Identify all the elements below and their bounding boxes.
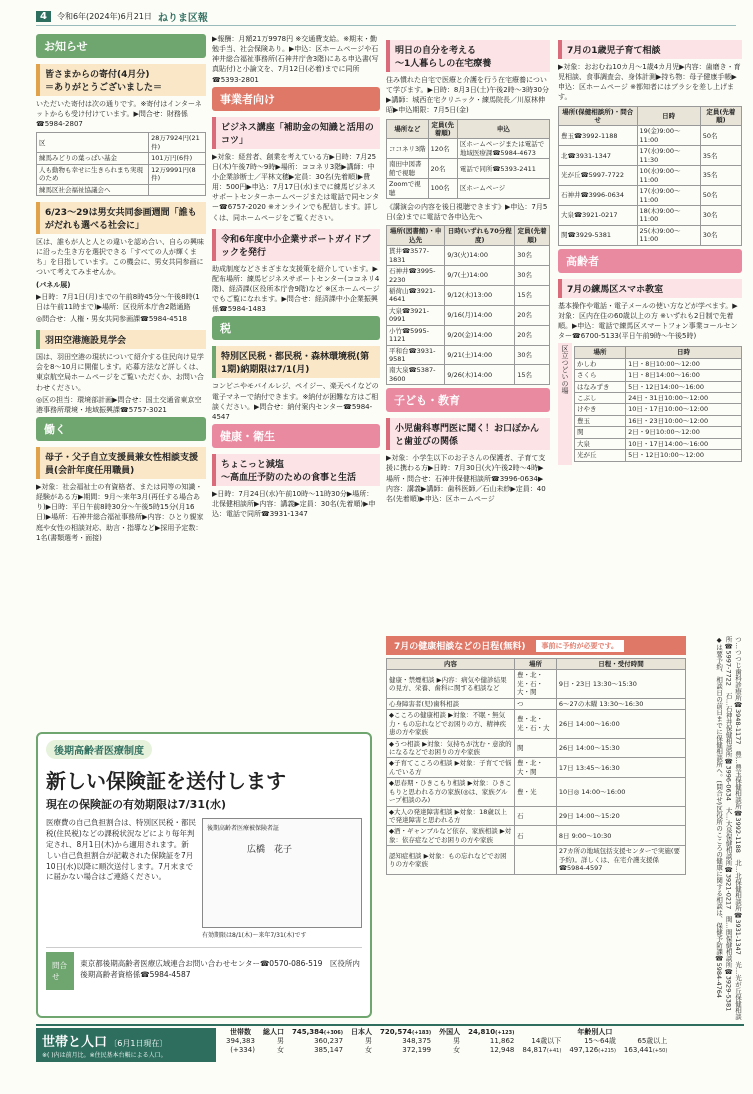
table-header-cell: 場所など	[387, 119, 429, 139]
table-cell: 10日・17日10:00〜12:00	[626, 404, 742, 415]
table-cell: 石	[515, 806, 557, 826]
table-cell: 6〜27の木曜 13:30〜16:30	[556, 698, 685, 709]
table-cell: さくら	[575, 370, 626, 381]
table-cell: 豊・北・大・関	[515, 758, 557, 778]
table-row	[387, 698, 686, 709]
table-header-cell: 内容	[387, 659, 515, 670]
table-cell: 豊・北・光・石・大	[515, 710, 557, 738]
column-2	[212, 34, 380, 521]
table-cell: 関☎3929-5381	[559, 225, 638, 245]
table-cell: 20名	[428, 159, 457, 179]
table-cell: 26日 14:00〜16:00	[556, 710, 685, 738]
total-label: 総人口	[262, 1028, 284, 1036]
population-date: 〔6月1日現在〕	[109, 1039, 168, 1048]
article-body: ▶対象：おおむね10カ月〜1歳4カ月児▶内容：歯磨き・育児相談、食事調査会、身体計測▶持ち物：母子健康手帳▶申込：区ホームページ ※都知者にはブラシを差し上げます。	[558, 63, 741, 102]
table-cell: 南田中図書館で視聴	[387, 159, 429, 179]
table-cell: 関	[515, 738, 557, 758]
article-title-airport-tour: 羽田空港施設見学会	[36, 330, 206, 349]
table-cell: 17(水)9:00〜11:00	[637, 186, 700, 206]
table-cell: 100名	[428, 179, 457, 199]
age-group-1: 14歳以下	[531, 1037, 562, 1046]
total-value: 745,384	[291, 1028, 324, 1036]
table-cell: 区ホームページまたは電話で地域医療課☎5984-4673	[457, 139, 549, 159]
location-key: つ…つつじ歯科診療所☎3948-1177 豊…豊玉保健相談所☎3992-1188 北…北保健相談所☎3931-1347 光…光が丘保健相談所☎5997-7722 石…石神井保健相談所☎3996-0634 大…大泉保健相談所☎3921-0217 関…関保健相談所☎3929-5381 ◆は要予約、相談日の前日までに保健相談所へ。(問合せ)区役所のこころの健康に関する相談は、保健予防課☎5984-4764	[715, 636, 742, 1020]
total-delta: (+306)	[323, 1030, 344, 1036]
health-schedule	[386, 636, 686, 1022]
table-header-cell: 日時	[626, 347, 742, 358]
table-cell: 30名	[515, 266, 550, 286]
table-cell: 小竹☎5995-1121	[387, 325, 445, 345]
article-title-business-seminar: ビジネス講座「補助金の知識と活用のコツ」	[212, 117, 380, 149]
table-row	[387, 846, 686, 874]
table-cell: けやき	[575, 404, 626, 415]
article-body: ▶日時：7月1日(月)までの午前8時45分〜午後8時(1日は午前11時まで)▶場所：区役所本庁舎2階通路	[36, 292, 200, 311]
insurance-subhead: 現在の保険証の有効期限は7/31(水)	[46, 798, 227, 811]
table-row	[37, 164, 206, 184]
table-row	[575, 370, 742, 381]
table-row	[559, 126, 742, 146]
insurance-body: 医療費の自己負担割合は、特別区民税・都民税(住民税)などの課税状況などにより毎年判定され、8月1日(木)から適用されます。新しい自己負担割合が記載された保険証を7月10日(水)以降に順次送付します。7月末までに届かない場合はご連絡ください。	[46, 818, 196, 882]
table-cell: 区ホームページ	[457, 179, 549, 199]
table-header-cell: 場所	[575, 347, 626, 358]
table-cell: 関	[575, 427, 626, 438]
table-cell: 大泉☎3921-0217	[559, 205, 638, 225]
card-caption: 有効期限は8/1(木)〜来年7/31(木)です	[202, 932, 307, 939]
column-1	[36, 34, 206, 545]
table-cell: 28万7924円(21件)	[149, 133, 206, 153]
table-cell: 9/3(火)14:00	[445, 246, 515, 266]
article-body: ◎問合せ：人権・男女共同参画課☎5984-4518	[36, 315, 187, 324]
side-label: 区立つどいの場	[558, 343, 572, 464]
article-body: コンビニやモバイルレジ、ペイジー、楽天ペイなどの電子マネーで納付できます。※納付が困難な方はご相談ください。▶問合せ：納付案内センター☎5984-4547	[212, 382, 379, 421]
table-cell: 9/7(土)14:00	[445, 266, 515, 286]
article-body: 《講演会の内容を後日視聴できます》▶申込：7月5日(金)までに電話で各申込先へ	[386, 203, 548, 222]
age-label: 年齢別人口	[577, 1028, 613, 1036]
table-row	[575, 393, 742, 404]
table-cell: 8日 9:00〜10:30	[556, 826, 685, 846]
table-cell: かしわ	[575, 358, 626, 369]
table-cell: 17日 13:45〜16:30	[556, 758, 685, 778]
age-delta-3: (+50)	[652, 1048, 668, 1055]
table-cell: 平和台☎3931-9581	[387, 345, 445, 365]
foreign-value: 24,810	[468, 1028, 496, 1036]
table-row	[387, 806, 686, 826]
donation-table	[36, 132, 206, 196]
table-cell: 10日・17日14:00〜16:00	[626, 438, 742, 449]
table-header-cell: 定員(先着順)	[700, 106, 741, 126]
table-cell: 101万円(6件)	[149, 153, 206, 164]
table-cell: 20名	[515, 325, 550, 345]
table-cell: 南大泉☎5387-3600	[387, 365, 445, 385]
table-cell: 2日・9日10:00〜12:00	[626, 427, 742, 438]
population-title-box	[36, 1028, 216, 1062]
table-header-cell: 日時(いずれも70分程度)	[445, 226, 515, 246]
table-row	[575, 427, 742, 438]
table-cell: 9/26(木)14:00	[445, 365, 515, 385]
article-body: ▶日時：7月24日(水)午前10時〜11時30分▶場所：北保健相談所▶内容：講義▶定員：30名(先着順)▶申込：電話で同所☎3931-1347	[212, 489, 376, 519]
table-cell: 大泉	[575, 438, 626, 449]
table-cell: 10日◎ 14:00〜16:00	[556, 778, 685, 806]
article-body: ▶対象：経営者、創業を考えている方▶日時：7月25日(木)午後7時〜9時▶場所：ココネリ3階▶講師：中小企業診断士／平林文穂▶定員：30名(先着順)▶費用：500円▶申込：7月17日(水)までに練馬ビジネスサポートセンターホームページまたは電話で同センター☎6757-2020 ※オンラインでも配信します。詳しくは、同ホームページをご覧ください。	[212, 152, 380, 222]
table-cell: 26日 14:00〜15:30	[556, 738, 685, 758]
table-cell: 27カ所の地域包括支援センターで実施(要予約)。詳しくは、在宅介護支援係☎5984-4597	[556, 846, 685, 874]
section-band-notices: お知らせ	[36, 34, 206, 58]
table-cell: 17(水)9:00〜11:30	[637, 146, 700, 166]
article-title-child-consult: 7月の1歳児子育て相談	[558, 40, 742, 59]
table-cell: 練馬みどりの葉っぱい基金	[37, 153, 149, 164]
table-row	[575, 438, 742, 449]
table-cell: 24日・31日10:00〜12:00	[626, 393, 742, 404]
reservation-note: 事前に予約が必要です。	[536, 640, 624, 652]
table-cell: Zoomで視聴	[387, 179, 429, 199]
table-header-cell: 日時	[637, 106, 700, 126]
male-label: 男	[276, 1037, 284, 1046]
article-title-donations: 皆さまからの寄付(4月分) ＝ありがとうございました＝	[36, 64, 206, 96]
population-table	[222, 1028, 671, 1055]
table-cell: 貫井☎3577-1831	[387, 246, 445, 266]
article-body: 住み慣れた自宅で医療と介護を行う在宅療養について学びます。▶日時：8月3日(土)午後2時〜3時30分▶講師：城西在宅クリニック・練馬院長／川原林伸昭▶申込期限：7月5日(金)	[386, 76, 550, 115]
table-cell: ◆こころの健康相談 ▶対象：不眠・無気力・もの忘れなどでお困りの方、精神疾患の方や家族	[387, 710, 515, 738]
table-cell: 1日・8日10:00〜12:00	[626, 358, 742, 369]
table-cell: 35名	[700, 166, 741, 186]
female-foreign: 12,948	[489, 1046, 515, 1055]
table-row	[559, 225, 742, 245]
table-cell: 5日・12日10:00〜12:00	[626, 450, 742, 461]
table-row	[37, 184, 206, 195]
health-schedule-header	[386, 636, 686, 655]
table-row	[387, 826, 686, 846]
table-cell: 12万9991円(8件)	[149, 164, 206, 184]
foreign-delta: (+123)	[495, 1030, 515, 1036]
table-cell: 光が丘	[575, 450, 626, 461]
male-label: 男	[365, 1037, 373, 1046]
insurance-contact	[46, 947, 362, 990]
article-body: 助成制度などさまざまな支援策を紹介しています。▶配布場所：練馬ビジネスサポートセンター(ココネリ4階)、経済課(区役所本庁舎9階)など ※区ホームページでもご覧になれます。▶問合せ：経済課中小企業振興係☎5984-1483	[212, 264, 380, 314]
table-cell: つ	[515, 698, 557, 709]
table-cell: 9/12(木)13:00	[445, 285, 515, 305]
table-cell: 35名	[700, 146, 741, 166]
table-cell: 稲荷山☎3921-4641	[387, 285, 445, 305]
article-body: ▶報酬：月額21万9978円 ※交通費支給。※期末・勤勉手当、社会保険あり。▶申込：区ホームページや石神井総合福祉事務所(石神井庁舎3階)にある申込書(写真貼付)と小論文を、7月12日(必着)までに同所☎5393-2801	[212, 35, 379, 84]
table-cell: ◆大人の発達障害相談 ▶対象：18歳以上で発達障害と思われる方	[387, 806, 515, 826]
table-cell: 区	[37, 133, 149, 153]
table-header-cell: 場所(図書館)・申込先	[387, 226, 445, 246]
male-label: 男	[453, 1037, 461, 1046]
japanese-value: 720,574	[380, 1028, 412, 1036]
table-cell: 120名	[428, 139, 457, 159]
page-header	[36, 8, 736, 26]
table-row	[387, 325, 550, 345]
table-row	[387, 710, 686, 738]
insurance-tag: 後期高齢者医療制度	[46, 740, 152, 759]
table-row	[387, 179, 550, 199]
article-title-job: 母子・父子自立支援員兼女性相談支援員(会計年度任用職員)	[36, 447, 206, 479]
card-title: 後期高齢者医療被保険者証	[207, 825, 280, 832]
insurance-headline: 新しい保険証を送付します	[46, 769, 286, 793]
article-body: 基本操作や電話・電子メールの使い方などが学べます。▶対象：区内在住の60歳以上の方 ※いずれも2日制で先着順。▶申込：電話で練馬区スマートフォン事業コールセンター☎6700-5133(平日午前9時〜午後5時)	[558, 301, 738, 341]
newsletter-logo: ねりま区報	[157, 13, 208, 24]
column-4	[558, 34, 742, 465]
article-body: ◎区の担当：環境部計画▶問合せ：国土交通省東京空港事務所環境・地域振興課☎5757-3021	[36, 395, 202, 414]
article-title-home-care: 明日の自分を考える 〜1人暮らしの在宅療養	[386, 40, 550, 72]
table-cell: 1日・8日14:00〜16:00	[626, 370, 742, 381]
table-cell: ◆子育てこころの相談 ▶対象：子育てで悩んでいる方	[387, 758, 515, 778]
table-cell: 15名	[515, 365, 550, 385]
table-cell: 電話で同所☎5393-2411	[457, 159, 549, 179]
table-row	[559, 146, 742, 166]
column-3	[386, 34, 550, 506]
population-bar	[36, 1024, 744, 1086]
population-note: ※( )内は前月比。※住民基本台帳による人口。	[42, 1052, 167, 1059]
female-label: 女	[276, 1046, 284, 1055]
table-header-cell: 申込	[457, 119, 549, 139]
table-row	[37, 133, 206, 153]
library-table	[386, 225, 550, 385]
table-row	[387, 285, 550, 305]
table-cell: 光が丘☎5997-7722	[559, 166, 638, 186]
table-row	[559, 205, 742, 225]
table-cell: ◆うつ相談 ▶対象：気持ちが沈む・意欲的になるなどでお困りの方や家族	[387, 738, 515, 758]
table-cell: 石神井☎3996-0634	[559, 186, 638, 206]
article-title-salt: ちょこっと減塩 〜高血圧予防のための食事と生活	[212, 454, 380, 486]
card-name: 広橋 花子	[247, 845, 293, 855]
article-title-guidebook: 令和6年度中小企業サポートガイドブックを発行	[212, 229, 380, 261]
table-header-cell: 場所	[515, 659, 557, 670]
table-row	[559, 166, 742, 186]
age-group-2: 15〜64歳	[584, 1037, 616, 1046]
age-value-3: 163,441	[623, 1046, 653, 1055]
contact-label: 問合せ	[46, 952, 74, 990]
table-cell: 北☎3931-1347	[559, 146, 638, 166]
table-cell: 30名	[515, 246, 550, 266]
table-cell: 9/16(月)14:00	[445, 305, 515, 325]
table-cell: 30名	[700, 225, 741, 245]
table-row	[387, 778, 686, 806]
male-foreign: 11,862	[489, 1037, 515, 1046]
article-body: 区は、誰もが人と人との違いを認め合い、自らの興味に沿った生き方を選択できる「すべての人が輝くまち」を目指しています。この機会に、男女共同参画について考えてみませんか。	[36, 238, 204, 277]
foreign-label: 外国人	[439, 1028, 461, 1036]
table-cell: 豊・北・光・石・大・関	[515, 670, 557, 698]
table-cell: 50名	[700, 186, 741, 206]
table-cell: 30名	[700, 205, 741, 225]
table-cell: 25(木)9:00〜11:00	[637, 225, 700, 245]
table-cell: 50名	[700, 126, 741, 146]
contact-text: 東京都後期高齢者医療広域連合お問い合わせセンター☎0570-086-519 区役所内後期高齢者資格係☎5984-4587	[80, 959, 360, 979]
section-band-children: 子ども・教育	[386, 388, 550, 412]
table-cell: 15名	[515, 285, 550, 305]
table-cell: 20名	[515, 305, 550, 325]
table-header-cell: 日程・受付時間	[556, 659, 685, 670]
section-band-health: 健康・衛生	[212, 424, 380, 448]
table-cell: 29日 14:00〜15:20	[556, 806, 685, 826]
table-row	[575, 450, 742, 461]
table-row	[387, 345, 550, 365]
section-band-work: 働く	[36, 417, 206, 441]
hh-label: 世帯数	[229, 1028, 251, 1036]
table-header-cell: 定員(先着順)	[428, 119, 457, 139]
article-body: ▶対象：小学生以下のお子さんの保護者、子育て支援に携わる方▶日時：7月30日(火)午後2時〜4時▶場所・問合せ：石神井保健相談所☎3996-0634▶内容：講義▶講師：歯科医師／石山未紗▶定員：40名(先着順)▶申込：区ホームページ	[386, 454, 546, 503]
table-cell: 豊玉☎3992-1188	[559, 126, 638, 146]
table-cell: 大泉☎3921-0991	[387, 305, 445, 325]
table-row	[575, 404, 742, 415]
male-japanese: 348,375	[402, 1037, 432, 1046]
health-schedule-title: 7月の健康相談などの日程(無料)	[394, 642, 526, 652]
table-row	[387, 266, 550, 286]
table-row	[387, 365, 550, 385]
table-cell: 9/21(土)14:00	[445, 345, 515, 365]
hh-delta: (+334)	[230, 1046, 255, 1055]
insurance-notice	[36, 732, 372, 1018]
table-cell: 心身障害者(児)歯科相談	[387, 698, 515, 709]
table-row	[575, 358, 742, 369]
age-delta-1: (+41)	[546, 1048, 562, 1055]
section-band-elderly: 高齢者	[558, 249, 742, 273]
population-title: 世帯と人口	[42, 1035, 108, 1050]
section-band-tax: 税	[212, 316, 380, 340]
article-body: いただいた寄付は次の通りです。※寄付はインターネットからも受け付けています。▶問合せ：財務係☎5984-2807	[36, 100, 202, 129]
japanese-delta: (+183)	[411, 1030, 432, 1036]
table-cell: 9日・23日 13:30〜15:30	[556, 670, 685, 698]
table-row	[575, 415, 742, 426]
table-row	[387, 738, 686, 758]
table-header-cell: 定員(先着順)	[515, 226, 550, 246]
page-number: 4	[36, 11, 51, 22]
table-row	[387, 246, 550, 266]
table-cell	[515, 846, 557, 874]
table-cell: はなみずき	[575, 381, 626, 392]
japanese-label: 日本人	[351, 1028, 373, 1036]
table-cell: 人も動物も幸せに生きられまち実現のため	[37, 164, 149, 184]
child-consult-table	[558, 106, 742, 246]
table-row	[387, 758, 686, 778]
insurance-card-image	[202, 818, 362, 928]
table-cell: 石	[515, 826, 557, 846]
table-cell: 18(木)9:00〜11:00	[637, 205, 700, 225]
table-row	[559, 186, 742, 206]
table-cell: こぶし	[575, 393, 626, 404]
article-title-gender-equality: 6/23〜29は男女共同参画週間「誰もがだれも選べる社会に」	[36, 202, 206, 234]
section-band-business: 事業者向け	[212, 87, 380, 111]
table-cell: 19(金)9:00〜11:00	[637, 126, 700, 146]
male-total: 360,237	[314, 1037, 344, 1046]
table-cell: 豊・光	[515, 778, 557, 806]
article-body: 国は、羽田空港の現状について紹介する住民向け見学会を8〜10月に開催します。応募方法など詳しくは、東京航空局ホームページをご覧いただくか、お問い合わせください。	[36, 353, 204, 392]
table-cell: 練馬区社会福祉協議会へ	[37, 184, 149, 195]
table-cell: 5日・12日14:00〜16:00	[626, 381, 742, 392]
table-cell	[149, 184, 206, 195]
table-cell: 健康・禁煙相談 ▶内容：病気や健診結果の見方、栄養、歯科に関する相談など	[387, 670, 515, 698]
hh-value: 394,383	[226, 1037, 255, 1046]
table-row	[387, 670, 686, 698]
table-header-cell: 場所(保健相談所)・問合せ	[559, 106, 638, 126]
table-cell: 9/20(金)14:00	[445, 325, 515, 345]
article-title-tax: 特別区民税・都民税・森林環境税(第1期)納期限は7/1(月)	[212, 346, 380, 378]
age-value-1: 84,817	[522, 1046, 547, 1055]
health-table	[386, 658, 686, 875]
table-row	[37, 153, 206, 164]
table-cell: 豊玉	[575, 415, 626, 426]
article-body: ▶対象：社会福祉士の有資格者、または同等の知識・経験がある方▶期間：9月〜来年3月(再任する場合あり)▶日時：平日午前8時30分〜午後5時15分(月16日)▶場所：石神井総合福祉事務所▶内容：ひとり親家庭や女性の相談対応、助言・指導など▶採用予定数：1名(書類選考・面接)	[36, 483, 204, 542]
age-group-3: 65歳以上	[637, 1037, 668, 1046]
table-cell: 30名	[515, 345, 550, 365]
table-row	[387, 305, 550, 325]
female-total: 385,147	[314, 1046, 344, 1055]
female-japanese: 372,199	[402, 1046, 432, 1055]
table-cell: 16日・23日10:00〜12:00	[626, 415, 742, 426]
article-body: (パネル展)	[36, 280, 71, 289]
table-cell: 認知症相談 ▶対象：もの忘れなどでお困りの方や家族	[387, 846, 515, 874]
table-cell: 10(水)9:00〜11:00	[637, 166, 700, 186]
article-title-smartphone: 7月の練馬区スマホ教室	[558, 279, 742, 298]
table-row	[575, 381, 742, 392]
female-label: 女	[365, 1046, 373, 1055]
age-delta-2: (+215)	[598, 1048, 616, 1055]
article-title-dental: 小児歯科専門医に聞く！お口ぽかんと歯並びの関係	[386, 418, 550, 450]
table-cell: ◆思春期・ひきこもり相談 ▶対象：ひきこもりと思われる方の家族(◎は、家族グループ相談のみ)	[387, 778, 515, 806]
issue-date: 令和6年(2024年)6月21日	[56, 12, 152, 21]
table-cell: ココネリ3階	[387, 139, 429, 159]
table-row	[387, 139, 550, 159]
table-cell: ◆酒・ギャンブルなど依存、家族相談 ▶対象：依存症などでお困りの方や家族	[387, 826, 515, 846]
table-cell: 石神井☎3995-2230	[387, 266, 445, 286]
female-label: 女	[453, 1046, 461, 1055]
smartphone-table	[574, 346, 742, 461]
age-value-2: 497,126	[569, 1046, 599, 1055]
home-care-table	[386, 119, 550, 200]
table-row	[387, 159, 550, 179]
